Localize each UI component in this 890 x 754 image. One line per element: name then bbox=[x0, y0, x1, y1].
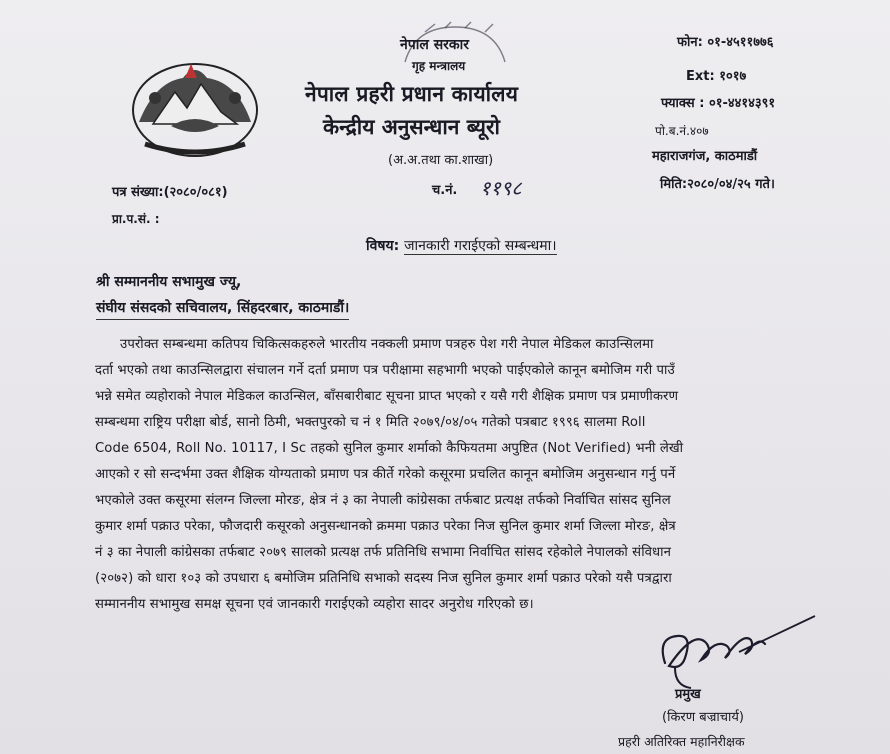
body-line: (२०७२) को धारा १०३ को उपधारा ६ बमोजिम प्रतिनिधि सभाको सदस्य निज सुनिल कुमार शर्मा पक्राउ परेको यसै पत्रद्वारा bbox=[95, 571, 672, 586]
subject-line bbox=[366, 236, 557, 255]
nepal-emblem-icon bbox=[125, 52, 265, 164]
body-line: Code 6504, Roll No. 10117, I Sc तहको सुनिल कुमार शर्माको कैफियतमा अपुष्टित (Not Verified) भनी लेखी bbox=[95, 441, 684, 456]
subject-value: जानकारी गराईएको सम्बन्धमा। bbox=[404, 238, 557, 254]
body-line: दर्ता भएको तथा काउन्सिलद्वारा संचालन गर्ने दर्ता प्रमाण पत्र परीक्षामा सहभागी भएको पाईएकोले कानून बमोजिम गरी पाउँ bbox=[95, 363, 675, 378]
fax-number: फ्याक्स : ०१-४४१४३९१ bbox=[661, 96, 776, 111]
body-line: नं ३ का नेपाली कांग्रेसका तर्फबाट २०७९ सालको प्रत्यक्ष तर्फ प्रतिनिधि सभामा निर्वाचित सांसद रहेकोले नेपालको संविधान bbox=[95, 545, 672, 560]
signatory-designation: प्रहरी अतिरिक्त महानिरीक्षक bbox=[618, 734, 745, 749]
body-line: उपरोक्त सम्बन्धमा कतिपय चिकित्सकहरुले भारतीय नक्कली प्रमाण पत्रहरु पेश गरी नेपाल मेडिकल काउन्सिलमा bbox=[120, 337, 654, 352]
body-line: सम्बन्धमा राष्ट्रिय परीक्षा बोर्ड, सानो ठिमी, भक्तपुरको च नं १ मिति २०७९/०४/०५ गतेको पत्रबाट १९९६ सालमा Roll bbox=[95, 415, 646, 430]
dispatch-label: च.नं. bbox=[432, 183, 458, 198]
letter-reference: पत्र संख्या:(२०८०/०८१) bbox=[112, 185, 228, 200]
signatory-title: प्रमुख bbox=[675, 687, 701, 702]
body-line: आएको र सो सन्दर्भमा उक्त शैक्षिक योग्यताको प्रमाण पत्र कीर्ते गरेको कसूरमा प्रचलित कानून बमोजिम अनुसन्धान गर्नु पर्ने bbox=[95, 467, 676, 482]
body-line: कुमार शर्मा पक्राउ परेका, फौजदारी कसूरको अनुसन्धानको क्रममा पक्राउ परेका निज सुनिल कुमार शर्मा जिल्ला मोरङ, क्षेत्र bbox=[95, 519, 676, 534]
office-name: नेपाल प्रहरी प्रधान कार्यालय bbox=[305, 82, 519, 106]
phone-number: फोन: ०१-४५११७७६ bbox=[677, 35, 774, 50]
body-line: भएकोले उक्त कसूरमा संलग्न जिल्ला मोरङ, क्षेत्र नं ३ का नेपाली कांग्रेसका तर्फबाट प्रत्यक्ष तर्फको निर्वाचित सांसद सुनिल bbox=[95, 493, 671, 508]
dispatch-number: ११९८ bbox=[480, 176, 522, 200]
ministry-name: गृह मन्त्रालय bbox=[412, 59, 466, 73]
extension-number: Ext: १०१७ bbox=[686, 69, 747, 84]
branch-name: (अ.अ.तथा का.शाखा) bbox=[388, 153, 494, 168]
bureau-name: केन्द्रीय अनुसन्धान ब्यूरो bbox=[323, 115, 500, 139]
govt-name: नेपाल सरकार bbox=[400, 37, 470, 53]
prp-number: प्रा.प.सं. : bbox=[112, 212, 160, 226]
letter-date: मिति:२०८०/०४/२५ गते। bbox=[660, 177, 775, 192]
signatory-name: (किरण बज्राचार्य) bbox=[662, 710, 745, 725]
addressee-title: श्री सम्माननीय सभामुख ज्यू, bbox=[96, 274, 242, 290]
body-line: भन्ने समेत व्यहोराको नेपाल मेडिकल काउन्सिल, बाँसबारीबाट सूचना प्राप्त भएको र यसै गरी शैक्षिक प्रमाण पत्र प्रमाणीकरण bbox=[95, 389, 679, 404]
subject-label: विषय: bbox=[366, 238, 400, 254]
body-line: सम्माननीय सभामुख समक्ष सूचना एवं जानकारी गराईएको व्यहोरा सादर अनुरोध गरिएको छ। bbox=[95, 597, 534, 612]
office-address: महाराजगंज, काठमाडौं bbox=[652, 149, 758, 164]
po-box: पो.ब.नं.४०७ bbox=[655, 124, 709, 138]
addressee-office: संघीय संसदको सचिवालय, सिंहदरबार, काठमाडौं। bbox=[96, 298, 349, 320]
